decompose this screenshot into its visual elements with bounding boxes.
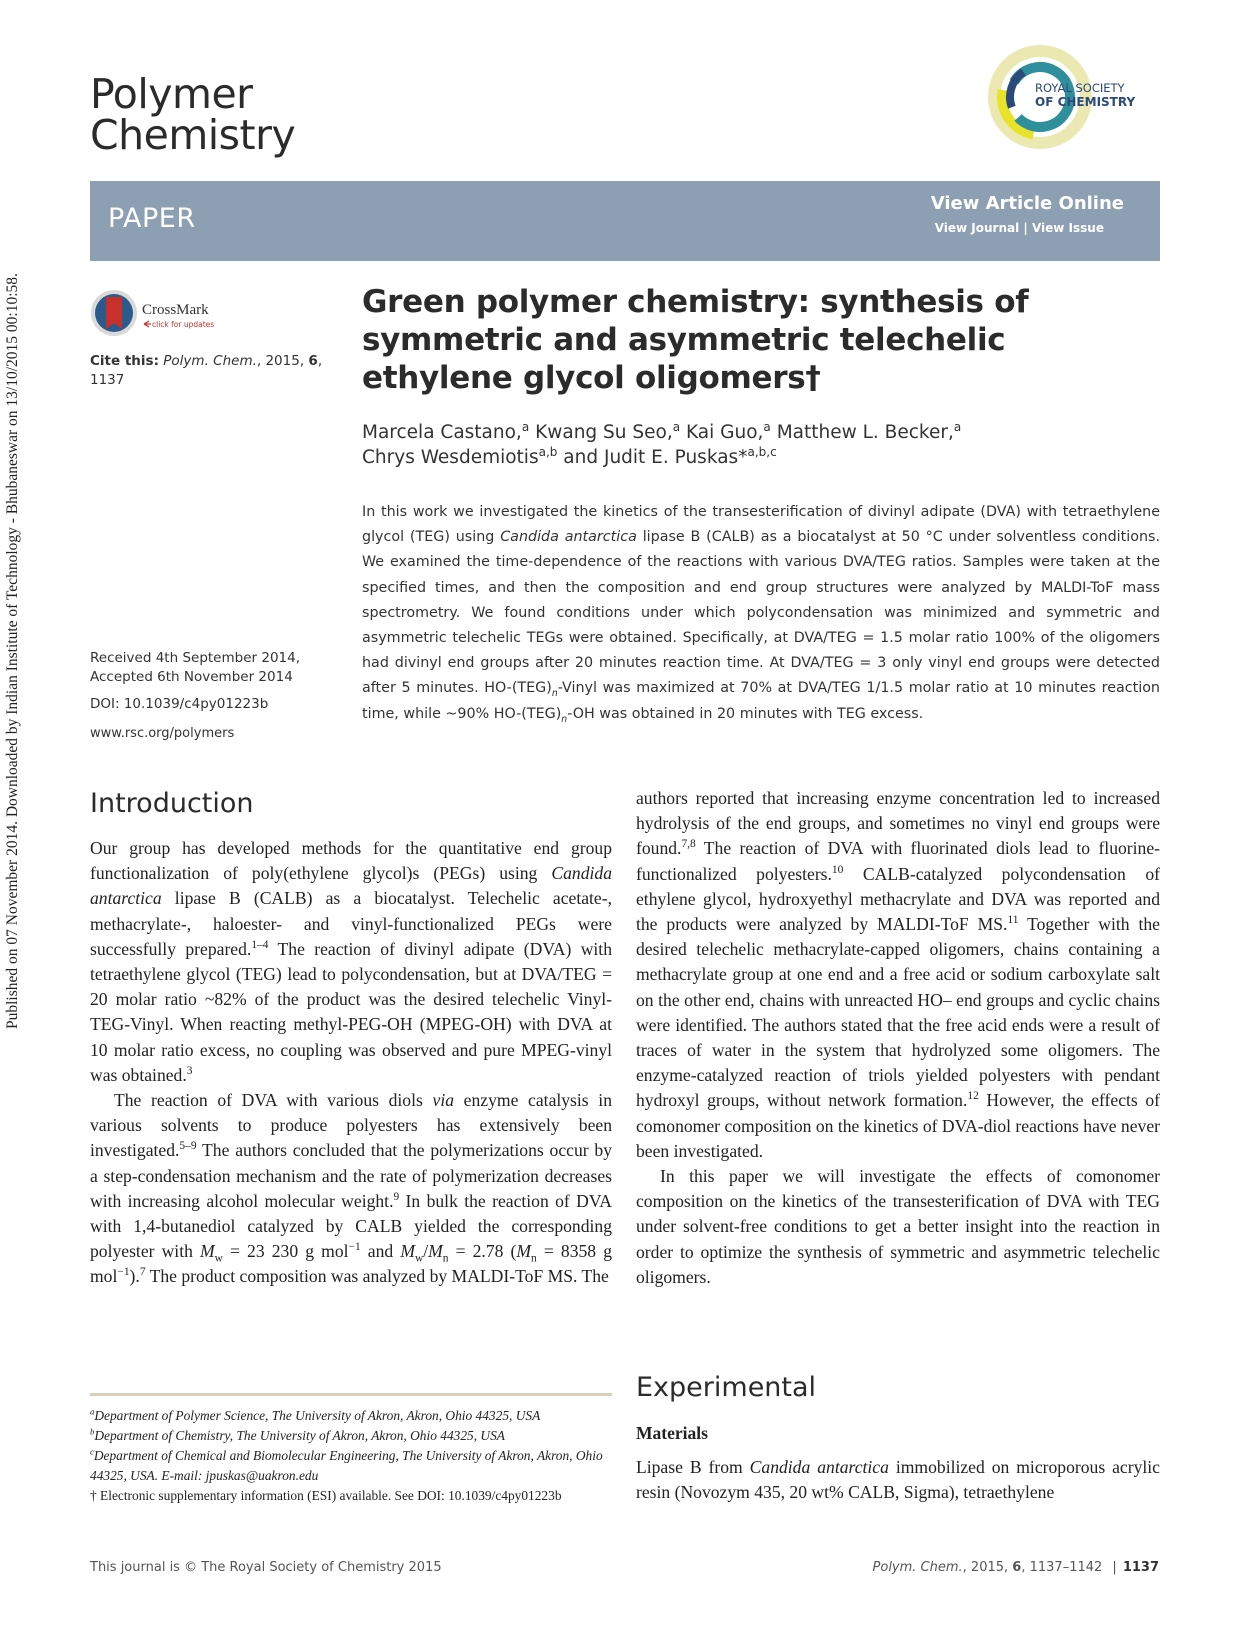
doi[interactable]: DOI: 10.1039/c4py01223b <box>90 696 269 712</box>
journal-url[interactable]: www.rsc.org/polymers <box>90 726 235 741</box>
citation-ref[interactable]: 10 <box>831 863 844 876</box>
introduction-heading: Introduction <box>90 788 254 819</box>
author[interactable]: and Judit E. Puskas*$^{a,b,c}$ <box>563 444 777 468</box>
materials-heading: Materials <box>636 1423 708 1443</box>
cite-pages-prefix: , <box>317 353 323 369</box>
rsc-logo-text-line2: OF CHEMISTRY <box>1035 95 1136 109</box>
journal-name-line1: Polymer <box>90 70 253 118</box>
affiliation-b: $^b$Department of Chemistry, The University of Akron, Akron, Ohio 44325, USA <box>90 1426 505 1443</box>
rsc-logo-icon <box>988 40 1156 154</box>
cite-this <box>90 352 330 390</box>
cite-pages: 1137 <box>90 372 125 388</box>
view-journal-link[interactable]: View Journal <box>934 221 1020 235</box>
citation-ref[interactable]: 5–9 <box>179 1140 197 1153</box>
footer-citation: Polym. Chem., 2015, 6, 1137–1142 | 1137 <box>872 1560 1159 1575</box>
accepted-date: Accepted 6th November 2014 <box>90 669 293 685</box>
footnotes <box>90 1406 620 1506</box>
cite-journal: Polym. Chem. <box>163 353 257 369</box>
citation-ref[interactable]: 9 <box>393 1190 400 1203</box>
citation-ref[interactable]: 7 <box>139 1266 146 1279</box>
cite-volume: 6 <box>308 353 318 369</box>
paragraph: The reaction of DVA with various diols via enzyme catalysis in various solvents to produce polyesters has extensively been investigated.$^{5-9}$ The authors concluded that the polymerizations occur by a step-condensation mechanism and the rate of polymerization decreases with increasing alcohol molecular weight.$^9$ In bulk the reaction of DVA with 1,4-butanediol catalyzed by CALB yielded the corresponding polyester with $M_w = 23$ 230 g mol$^{-1}$ and $M_w/M_n = 2.78$ ($M_n = 8358$ g mol$^{-1}$).$^7$ The product composition was analyzed by MALDI-ToF MS. The <box>90 1090 612 1287</box>
citation-ref[interactable]: 7,8 <box>681 838 696 851</box>
page-number: 1137 <box>1122 1560 1159 1575</box>
cite-label: Cite this: <box>90 353 159 369</box>
citation-ref[interactable]: 12 <box>967 1090 979 1103</box>
article-title: Green polymer chemistry: synthesis of symmetric and asymmetric telechelic ethylene glycol oligomers† <box>362 284 1029 396</box>
footer-copyright: This journal is © The Royal Society of Chemistry 2015 <box>90 1560 442 1575</box>
article-dates <box>90 649 350 743</box>
abstract: In this work we investigated the kinetics of the transesterification of divinyl adipate (DVA) with tetraethylene glycol (TEG) using Candida antarctica lipase B (CALB) as a biocatalyst at 50 °C under solventless conditions. We examined the time-dependence of the reactions with various DVA/TEG ratios. Samples were taken at the specified times, and then the composition and end group structures were analyzed by MALDI-ToF mass spectrometry. We found conditions under which polycondensation was minimized and symmetric and asymmetric telechelic TEGs were obtained. Specifically, at DVA/TEG = 1.5 molar ratio 100% of the oligomers had divinyl end groups after 20 minutes reaction time. At DVA/TEG = 3 only vinyl end groups were detected after 5 minutes. $HO-(TEG)_n$-Vinyl was maximized at 70% at DVA/TEG 1/1.5 molar ratio at 10 minutes reaction time, while ~90% $HO-(TEG)_n-OH$ was obtained in 20 minutes with TEG excess. <box>362 504 1160 725</box>
body-column-left <box>90 836 612 1290</box>
experimental-heading: Experimental <box>636 1372 817 1403</box>
journal-issue-links <box>935 221 1104 235</box>
materials-paragraph: Lipase B from Candida antarctica immobilized on microporous acrylic resin (Novozym 435, 20 wt% CALB, Sigma), tetraethylene <box>636 1457 1160 1503</box>
cite-year: , 2015, <box>256 353 309 369</box>
author-list <box>362 420 1142 470</box>
author[interactable]: Kai Guo,$^a$ <box>685 419 771 443</box>
crossmark-name: CrossMark <box>142 302 209 318</box>
paragraph: In this paper we will investigate the effects of comonomer composition on the kinetics of the transesterification of DVA with TEG under solvent-free conditions to get a better insight into the reaction in order to optimize the synthesis of symmetric and asymmetric telechelic oligomers. <box>636 1166 1160 1287</box>
links-separator: | <box>1023 221 1028 235</box>
crossmark-icon <box>90 287 240 339</box>
author[interactable]: Matthew L. Becker,$^a$ <box>776 419 962 443</box>
crossmark-badge[interactable] <box>90 287 240 337</box>
paragraph: Our group has developed methods for the quantitative end group functionalization of poly(ethylene glycol)s (PEGs) using Candida antarctica lipase B (CALB) as a biocatalyst. Telechelic acetate-, methacrylate-, haloester- and vinyl-functionalized PEGs were successfully prepared.$^{1-4}$ The reaction of divinyl adipate (DVA) with tetraethylene glycol (TEG) lead to polycondensation, but at DVA/TEG = 20 molar ratio ~82% of the product was the desired telechelic Vinyl-TEG-Vinyl. When reacting methyl-PEG-OH (MPEG-OH) with DVA at 10 molar ratio excess, no coupling was observed and pure MPEG-vinyl was obtained.$^3$ <box>90 838 612 1085</box>
rsc-logo <box>988 40 1156 154</box>
affiliation-c: $^c$Department of Chemical and Biomolecular Engineering, The University of Akron, Akron, Ohio 44325, USA. E-mail: jpuskas@uakron.edu <box>90 1446 603 1483</box>
author[interactable]: Kwang Su Seo,$^a$ <box>535 419 681 443</box>
citation-ref[interactable]: 3 <box>186 1064 193 1077</box>
journal-name <box>90 70 296 159</box>
body-column-right <box>636 786 1160 1290</box>
received-date: Received 4th September 2014, <box>90 650 301 666</box>
paragraph: authors reported that increasing enzyme concentration led to increased hydrolysis of the end groups, and sometimes no vinyl end groups were found.$^{7,8}$ The reaction of DVA with fluorinated diols lead to fluorine-functionalized polyesters.$^{10}$ CALB-catalyzed polycondensation of ethylene glycol, hydroxyethyl methacrylate and DVA was reported and the products were analyzed by MALDI-ToF MS.$^{11}$ Together with the desired telechelic methacrylate-capped oligomers, chains containing a methacrylate group at one end and a free acid or sodium carboxylate salt on the other end, chains with unreacted HO– end groups and cyclic chains were identified. The authors stated that the free acid ends were a result of traces of water in the system that hydrolyzed some oligomers. The enzyme-catalyzed reaction of triols yielded polyesters with pendant hydroxyl groups, without network formation.$^{12}$ However, the effects of comonomer composition on the kinetics of DVA-diol reactions have never been investigated. <box>636 788 1160 1161</box>
view-article-online-link[interactable]: View Article Online <box>930 193 1124 214</box>
publication-stamp: Published on 07 November 2014. Downloaded by Indian Institute of Technology - Bhubaneswar on 13/10/2015 00:10:58. <box>4 273 21 1029</box>
article-type: PAPER <box>108 203 196 234</box>
author[interactable]: Chrys Wesdemiotis$^{a,b}$ <box>362 444 558 468</box>
rsc-logo-text-line1: ROYAL SOCIETY <box>1035 81 1125 95</box>
crossmark-tagline: click for updates <box>152 320 215 329</box>
footnote-divider <box>90 1393 612 1396</box>
citation-ref[interactable]: 11 <box>1007 914 1019 927</box>
view-issue-link[interactable]: View Issue <box>1031 221 1104 235</box>
affiliation-a: $^a$Department of Polymer Science, The University of Akron, Akron, Ohio 44325, USA <box>90 1406 541 1423</box>
journal-name-line2: Chemistry <box>90 111 296 159</box>
article-type-banner <box>90 181 1160 261</box>
author[interactable]: Marcela Castano,$^a$ <box>362 419 530 443</box>
esi-note: † Electronic supplementary information (ESI) available. See DOI: 10.1039/c4py01223b <box>90 1488 562 1503</box>
citation-ref[interactable]: 1–4 <box>251 938 269 951</box>
